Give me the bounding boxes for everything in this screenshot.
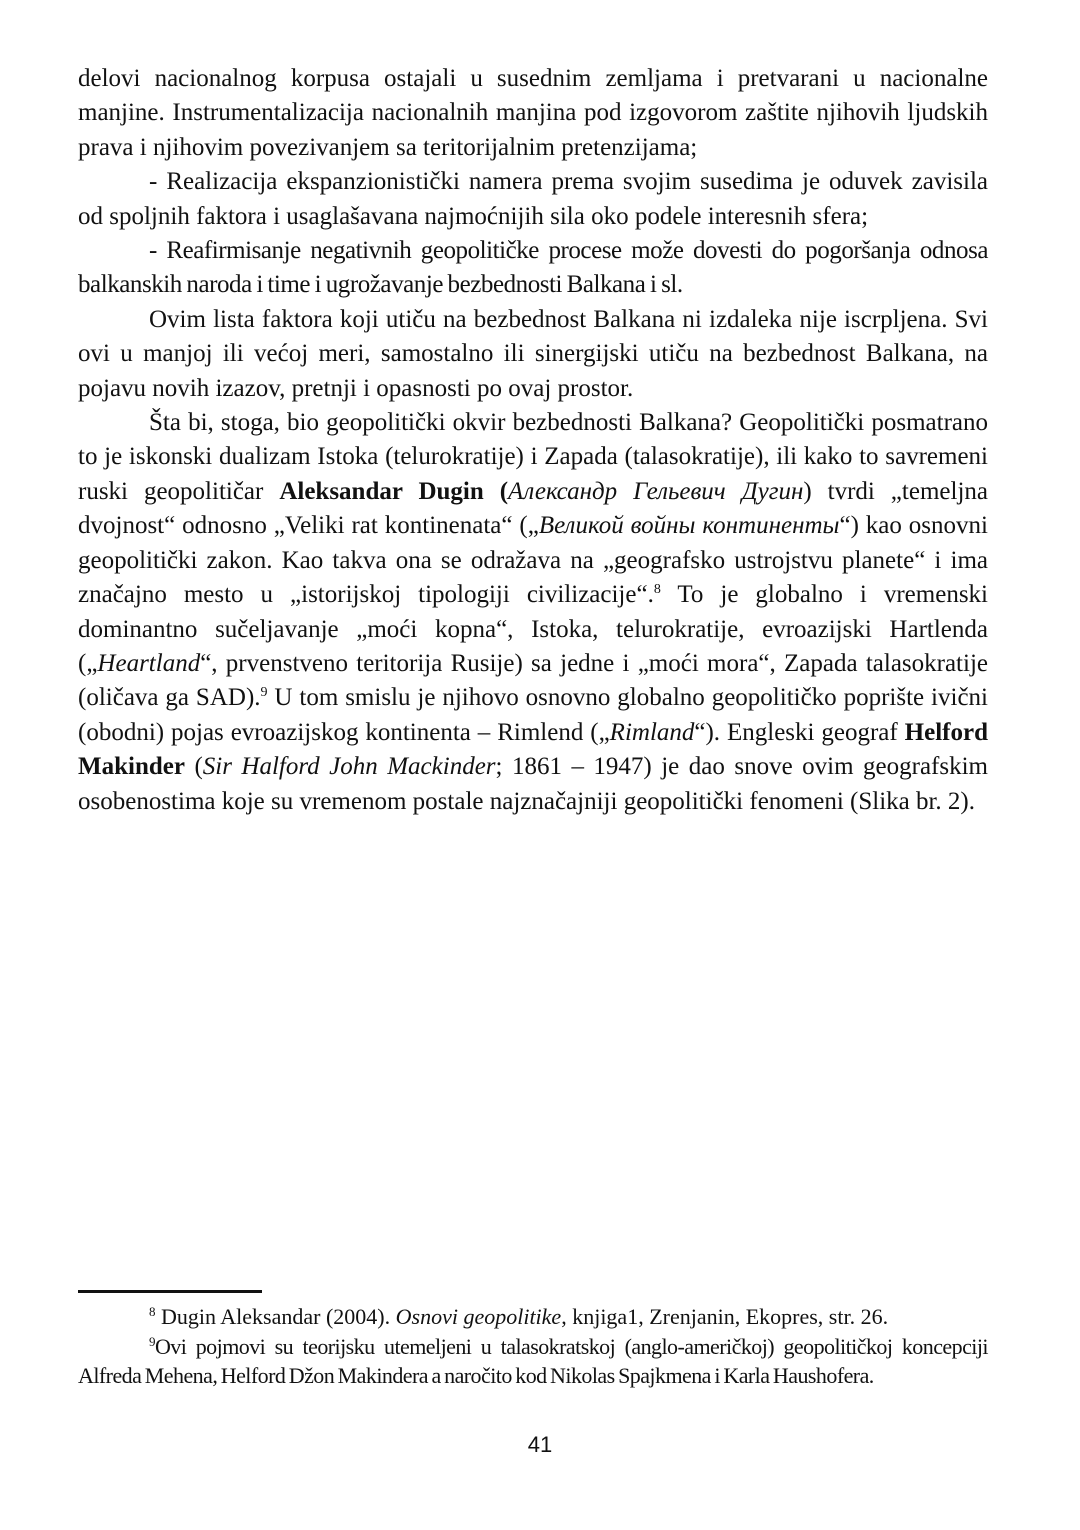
footnote-divider (78, 1290, 262, 1293)
p5-text-8: ( (184, 753, 203, 781)
paragraph-5 (78, 406, 988, 819)
makinder-name: Helford Makinder (78, 718, 988, 781)
great-war-cyrillic: Великой войны континенты (538, 512, 840, 540)
rimland-term: Rimland (609, 718, 695, 746)
footnote-ref-9: 9 (260, 685, 268, 701)
p5-text-4: To je globalno i vremenski dominantno sučeljavanje „moći kopna“, Istoka, telurokratije, evroazijski Hartlenda („ (78, 581, 988, 677)
paragraph-3: - Reafirmisanje negativnih geopolitičke procese može dovesti do pogoršanja odnosa balkanskih naroda i time i ugrožavanje bezbednosti Balkana i sl. (78, 237, 988, 299)
p5-text-3: “) kao osnovni geopolitički zakon. Kao takva ona se odražava na „geografsko ustrojstvu planete“ i ima značajno mesto u „istorijskoj tipologiji civilizacije“. (78, 512, 988, 609)
mackinder-full-name: Sir Halford John Mackinder (202, 753, 496, 781)
heartland-term: Heartland (97, 649, 201, 677)
footnote-8-text-2: , knjiga1, Zrenjanin, Ekopres, str. 26. (561, 1304, 889, 1329)
footnote-ref-8: 8 (653, 582, 661, 598)
dugin-cyrillic: Александр Гельевич Дугин (508, 477, 804, 505)
paragraph-1: delovi nacionalnog korpusa ostajali u susednim zemljama i pretvarani u nacionalne manjine. Instrumentalizacija nacionalnih manjina pod izgovorom zaštite njihovih ljudskih prava i njihovim povezivanjem sa teritorijalnim pretenzijama; (78, 65, 988, 161)
page-number: 41 (527, 1432, 553, 1457)
paragraph-4: Ovim lista faktora koji utiču na bezbednost Balkana ni izdaleka nije iscrpljena. Svi ovi u manjoj ili većoj meri, samostalno ili sinergijski utiču na bezbednost Balkana, na pojavu novih izazov, pretnji i opasnosti po ovaj prostor. (78, 305, 988, 402)
footnotes (78, 1290, 988, 1391)
footnote-9-number: 9 (149, 1333, 155, 1349)
main-text (78, 62, 988, 819)
p5-text-1: Šta bi, stoga, bio geopolitički okvir bezbednosti Balkana? Geopolitički posmatrano to je iskonski dualizam Istoka (telurokratije) i Zapada (talasokratije), ili kako to savremeni ruski geopolitičar (78, 409, 988, 505)
footnote-9 (78, 1332, 988, 1391)
paragraph-2: - Realizacija ekspanzionistički namera prema svojim susedima je oduvek zavisila od spoljnih faktora i usaglašavana najmoćnijih sila oko podele interesnih sfera; (78, 168, 988, 230)
p5-text-9: ; 1861 – 1947) je dao snove ovim geografskim osobenostima koje su vremenom postale najznačajniji geopolitički fenomeni (Slika br. 2). (78, 753, 988, 815)
dugin-name: Aleksandar Dugin ( (279, 477, 509, 505)
footnote-8-text-1: Dugin Aleksandar (2004). (155, 1304, 396, 1329)
footnote-9-text: Ovi pojmovi su teorijsku utemeljeni u talasokratskoj (anglo-američkoj) geopolitičkoj koncepciji Alfreda Mehena, Helford Džon Makindera a naročito kod Nikolas Spajkmena i Karla Haushofera. (78, 1333, 988, 1388)
p5-text-5: “, prvenstveno teritorija Rusije) sa jedne i „moći mora“, Zapada talasokratije (oličava ga SAD). (78, 649, 988, 712)
body-text (78, 62, 988, 819)
footnote-8-number: 8 (149, 1304, 156, 1319)
p5-text-2: ) tvrdi „temeljna dvojnost“ odnosno „Veliki rat kontinenata“ („ (78, 477, 988, 540)
p5-text-6: U tom smislu je njihovo osnovno globalno geopolitičko poprište ivični (obodni) pojas evroazijskog kontinenta – Rimlend („ (78, 684, 988, 746)
p5-text-7: “). Engleski geograf (694, 718, 905, 746)
footnote-8-title: Osnovi geopolitike (395, 1304, 562, 1329)
footnote-8 (78, 1302, 988, 1332)
